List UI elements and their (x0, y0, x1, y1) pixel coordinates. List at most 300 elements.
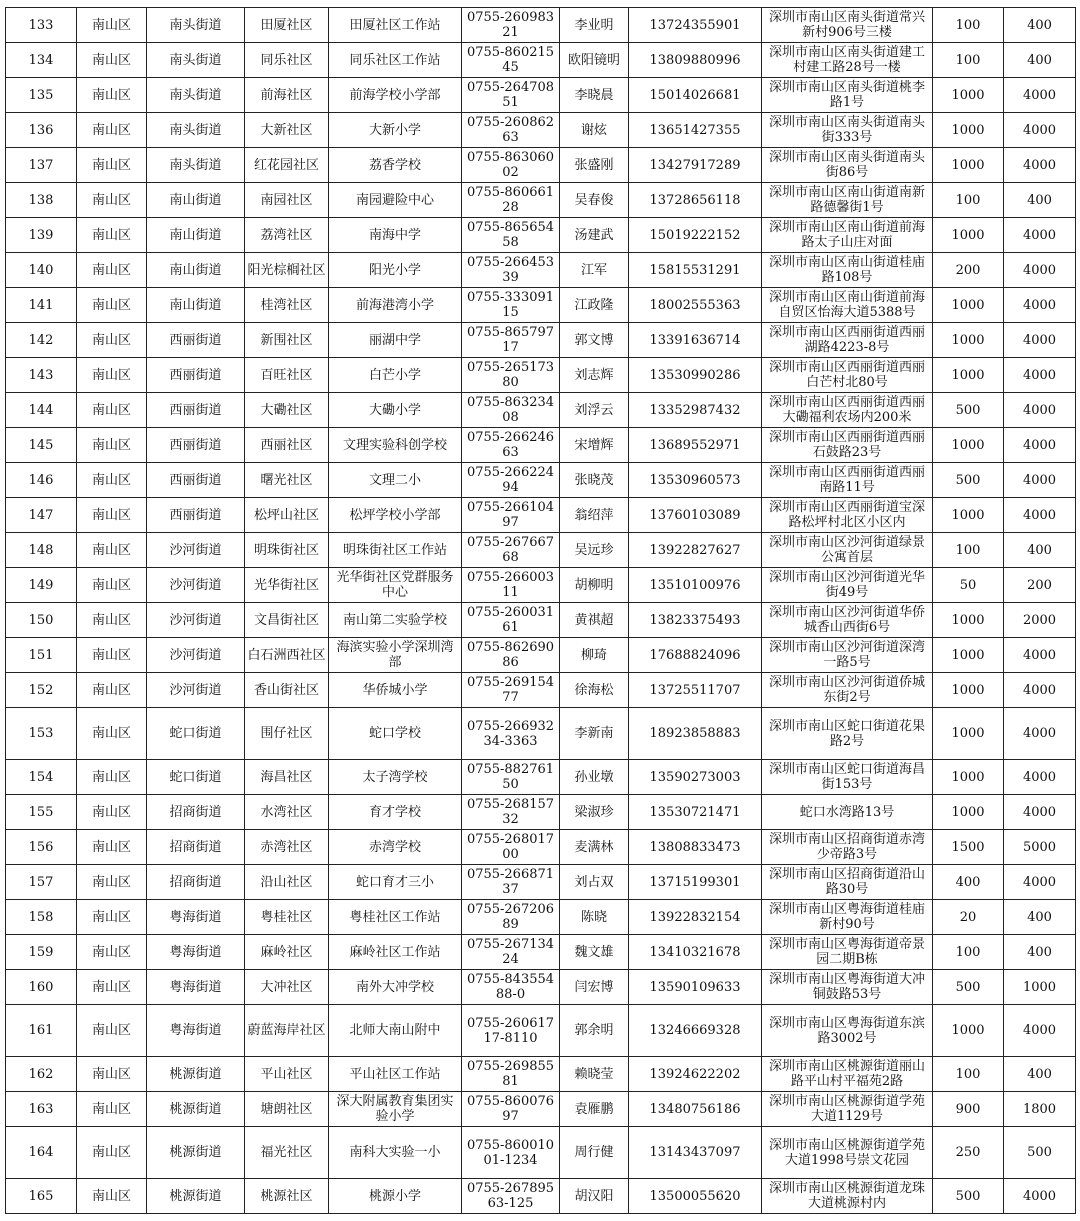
street-cell: 桃源街道 (147, 1179, 245, 1214)
phone-cell: 0755-26801700 (462, 830, 560, 865)
phone-cell: 0755-33309115 (462, 288, 560, 323)
district-cell: 南山区 (77, 463, 147, 498)
phone-cell: 0755-26645339 (462, 253, 560, 288)
area-cell: 4000 (1004, 393, 1076, 428)
phone-cell: 0755-26789563-125 (462, 1179, 560, 1214)
index-cell: 148 (6, 533, 77, 568)
district-cell: 南山区 (77, 795, 147, 830)
community-cell: 南园社区 (245, 183, 329, 218)
index-cell: 152 (6, 673, 77, 708)
district-cell: 南山区 (77, 1092, 147, 1127)
table-row (6, 113, 1076, 148)
street-cell: 南头街道 (147, 113, 245, 148)
phone-cell: 0755-26610497 (462, 498, 560, 533)
district-cell: 南山区 (77, 760, 147, 795)
index-cell: 158 (6, 900, 77, 935)
capacity-cell: 1000 (933, 795, 1004, 830)
site-cell: 北师大南山附中 (329, 1005, 462, 1057)
phone-cell: 0755-84355488-0 (462, 970, 560, 1005)
street-cell: 南头街道 (147, 148, 245, 183)
site-cell: 光华街社区党群服务中心 (329, 568, 462, 603)
contact-cell: 张晓茂 (560, 463, 629, 498)
street-cell: 沙河街道 (147, 638, 245, 673)
area-cell: 4000 (1004, 288, 1076, 323)
mobile-cell: 13590273003 (629, 760, 762, 795)
shelter-table (5, 7, 1076, 1214)
contact-cell: 孙业墩 (560, 760, 629, 795)
area-cell: 400 (1004, 8, 1076, 43)
capacity-cell: 250 (933, 1127, 1004, 1179)
area-cell: 2000 (1004, 603, 1076, 638)
site-cell: 南山第二实验学校 (329, 603, 462, 638)
street-cell: 南山街道 (147, 218, 245, 253)
site-cell: 蛇口学校 (329, 708, 462, 760)
index-cell: 150 (6, 603, 77, 638)
table-row (6, 218, 1076, 253)
community-cell: 文昌街社区 (245, 603, 329, 638)
contact-cell: 袁雁鹏 (560, 1092, 629, 1127)
table-row (6, 1092, 1076, 1127)
street-cell: 南山街道 (147, 288, 245, 323)
street-cell: 桃源街道 (147, 1057, 245, 1092)
index-cell: 155 (6, 795, 77, 830)
capacity-cell: 1500 (933, 830, 1004, 865)
table-row (6, 970, 1076, 1005)
address-cell: 深圳市南山区南头街道常兴新村906号三楼 (762, 8, 933, 43)
address-cell: 深圳市南山区桃源街道学苑大道1129号 (762, 1092, 933, 1127)
site-cell: 南海中学 (329, 218, 462, 253)
contact-cell: 张盛刚 (560, 148, 629, 183)
community-cell: 香山街社区 (245, 673, 329, 708)
district-cell: 南山区 (77, 865, 147, 900)
phone-cell: 0755-88276150 (462, 760, 560, 795)
capacity-cell: 1000 (933, 760, 1004, 795)
site-cell: 粤桂社区工作站 (329, 900, 462, 935)
capacity-cell: 500 (933, 1179, 1004, 1214)
contact-cell: 麦满林 (560, 830, 629, 865)
mobile-cell: 13391636714 (629, 323, 762, 358)
index-cell: 153 (6, 708, 77, 760)
community-cell: 麻岭社区 (245, 935, 329, 970)
district-cell: 南山区 (77, 358, 147, 393)
capacity-cell: 1000 (933, 603, 1004, 638)
capacity-cell: 900 (933, 1092, 1004, 1127)
address-cell: 深圳市南山区沙河街道绿景公寓首层 (762, 533, 933, 568)
street-cell: 西丽街道 (147, 393, 245, 428)
community-cell: 明珠街社区 (245, 533, 329, 568)
street-cell: 南山街道 (147, 183, 245, 218)
mobile-cell: 13530721471 (629, 795, 762, 830)
district-cell: 南山区 (77, 1005, 147, 1057)
index-cell: 154 (6, 760, 77, 795)
index-cell: 137 (6, 148, 77, 183)
address-cell: 深圳市南山区粤海街道东滨路3002号 (762, 1005, 933, 1057)
index-cell: 136 (6, 113, 77, 148)
table-row (6, 638, 1076, 673)
mobile-cell: 13530960573 (629, 463, 762, 498)
table-row (6, 568, 1076, 603)
contact-cell: 汤建武 (560, 218, 629, 253)
district-cell: 南山区 (77, 1127, 147, 1179)
phone-cell: 0755-26003161 (462, 603, 560, 638)
street-cell: 招商街道 (147, 830, 245, 865)
street-cell: 招商街道 (147, 795, 245, 830)
index-cell: 134 (6, 43, 77, 78)
contact-cell: 梁淑珍 (560, 795, 629, 830)
table-row (6, 708, 1076, 760)
mobile-cell: 13760103089 (629, 498, 762, 533)
street-cell: 沙河街道 (147, 568, 245, 603)
mobile-cell: 13590109633 (629, 970, 762, 1005)
table-row (6, 288, 1076, 323)
capacity-cell: 1000 (933, 78, 1004, 113)
mobile-cell: 13823375493 (629, 603, 762, 638)
mobile-cell: 18002555363 (629, 288, 762, 323)
table-row (6, 760, 1076, 795)
phone-cell: 0755-86021545 (462, 43, 560, 78)
site-cell: 明珠街社区工作站 (329, 533, 462, 568)
phone-cell: 0755-26600311 (462, 568, 560, 603)
index-cell: 135 (6, 78, 77, 113)
index-cell: 138 (6, 183, 77, 218)
district-cell: 南山区 (77, 638, 147, 673)
table-row (6, 8, 1076, 43)
street-cell: 沙河街道 (147, 533, 245, 568)
phone-cell: 0755-26061717-8110 (462, 1005, 560, 1057)
phone-cell: 0755-86565458 (462, 218, 560, 253)
district-cell: 南山区 (77, 498, 147, 533)
index-cell: 140 (6, 253, 77, 288)
community-cell: 粤桂社区 (245, 900, 329, 935)
district-cell: 南山区 (77, 183, 147, 218)
mobile-cell: 13922832154 (629, 900, 762, 935)
area-cell: 1800 (1004, 1092, 1076, 1127)
mobile-cell: 15019222152 (629, 218, 762, 253)
capacity-cell: 1000 (933, 288, 1004, 323)
address-cell: 深圳市南山区粤海街道大冲铜鼓路53号 (762, 970, 933, 1005)
community-cell: 前海社区 (245, 78, 329, 113)
district-cell: 南山区 (77, 708, 147, 760)
capacity-cell: 400 (933, 865, 1004, 900)
site-cell: 松坪学校小学部 (329, 498, 462, 533)
mobile-cell: 18923858883 (629, 708, 762, 760)
capacity-cell: 1000 (933, 428, 1004, 463)
street-cell: 西丽街道 (147, 428, 245, 463)
street-cell: 粤海街道 (147, 900, 245, 935)
area-cell: 4000 (1004, 1179, 1076, 1214)
contact-cell: 江政隆 (560, 288, 629, 323)
mobile-cell: 13510100976 (629, 568, 762, 603)
district-cell: 南山区 (77, 218, 147, 253)
address-cell: 深圳市南山区沙河街道华侨城香山西街6号 (762, 603, 933, 638)
table-row (6, 498, 1076, 533)
address-cell: 深圳市南山区西丽街道宝深路松坪村北区小区内 (762, 498, 933, 533)
street-cell: 南山街道 (147, 253, 245, 288)
site-cell: 赤湾学校 (329, 830, 462, 865)
address-cell: 深圳市南山区南山街道桂庙路108号 (762, 253, 933, 288)
district-cell: 南山区 (77, 323, 147, 358)
street-cell: 南头街道 (147, 8, 245, 43)
site-cell: 白芒小学 (329, 358, 462, 393)
table-row (6, 795, 1076, 830)
community-cell: 塘朗社区 (245, 1092, 329, 1127)
site-cell: 平山社区工作站 (329, 1057, 462, 1092)
community-cell: 西丽社区 (245, 428, 329, 463)
phone-cell: 0755-86066128 (462, 183, 560, 218)
area-cell: 400 (1004, 1057, 1076, 1092)
mobile-cell: 13808833473 (629, 830, 762, 865)
mobile-cell: 13809880996 (629, 43, 762, 78)
street-cell: 沙河街道 (147, 673, 245, 708)
area-cell: 4000 (1004, 253, 1076, 288)
district-cell: 南山区 (77, 970, 147, 1005)
capacity-cell: 100 (933, 43, 1004, 78)
table-row (6, 603, 1076, 638)
index-cell: 141 (6, 288, 77, 323)
community-cell: 福光社区 (245, 1127, 329, 1179)
phone-cell: 0755-86007697 (462, 1092, 560, 1127)
table-row (6, 358, 1076, 393)
street-cell: 桃源街道 (147, 1092, 245, 1127)
table-row (6, 78, 1076, 113)
address-cell: 深圳市南山区桃源街道学苑大道1998号崇文花园 (762, 1127, 933, 1179)
capacity-cell: 1000 (933, 708, 1004, 760)
address-cell: 深圳市南山区南头街道南头街333号 (762, 113, 933, 148)
area-cell: 4000 (1004, 78, 1076, 113)
area-cell: 4000 (1004, 760, 1076, 795)
contact-cell: 黄祺超 (560, 603, 629, 638)
community-cell: 赤湾社区 (245, 830, 329, 865)
phone-cell: 0755-26098321 (462, 8, 560, 43)
mobile-cell: 13724355901 (629, 8, 762, 43)
index-cell: 161 (6, 1005, 77, 1057)
mobile-cell: 13410321678 (629, 935, 762, 970)
community-cell: 荔湾社区 (245, 218, 329, 253)
capacity-cell: 1000 (933, 148, 1004, 183)
contact-cell: 翁绍萍 (560, 498, 629, 533)
capacity-cell: 1000 (933, 358, 1004, 393)
site-cell: 同乐社区工作站 (329, 43, 462, 78)
site-cell: 育才学校 (329, 795, 462, 830)
area-cell: 4000 (1004, 673, 1076, 708)
site-cell: 丽湖中学 (329, 323, 462, 358)
mobile-cell: 13715199301 (629, 865, 762, 900)
mobile-cell: 13427917289 (629, 148, 762, 183)
address-cell: 深圳市南山区西丽街道西丽南路11号 (762, 463, 933, 498)
mobile-cell: 15815531291 (629, 253, 762, 288)
district-cell: 南山区 (77, 43, 147, 78)
contact-cell: 徐海松 (560, 673, 629, 708)
address-cell: 深圳市南山区南山街道前海路太子山庄对面 (762, 218, 933, 253)
address-cell: 深圳市南山区粤海街道桂庙新村90号 (762, 900, 933, 935)
phone-cell: 0755-26720689 (462, 900, 560, 935)
capacity-cell: 100 (933, 533, 1004, 568)
mobile-cell: 13689552971 (629, 428, 762, 463)
district-cell: 南山区 (77, 253, 147, 288)
area-cell: 4000 (1004, 708, 1076, 760)
index-cell: 146 (6, 463, 77, 498)
address-cell: 深圳市南山区蛇口街道海昌街153号 (762, 760, 933, 795)
community-cell: 蔚蓝海岸社区 (245, 1005, 329, 1057)
area-cell: 4000 (1004, 148, 1076, 183)
area-cell: 400 (1004, 533, 1076, 568)
mobile-cell: 13651427355 (629, 113, 762, 148)
table-row (6, 673, 1076, 708)
street-cell: 南头街道 (147, 78, 245, 113)
street-cell: 招商街道 (147, 865, 245, 900)
address-cell: 深圳市南山区南头街道南头街86号 (762, 148, 933, 183)
area-cell: 4000 (1004, 113, 1076, 148)
district-cell: 南山区 (77, 8, 147, 43)
site-cell: 南园避险中心 (329, 183, 462, 218)
community-cell: 桂湾社区 (245, 288, 329, 323)
area-cell: 400 (1004, 183, 1076, 218)
site-cell: 荔香学校 (329, 148, 462, 183)
table-row (6, 935, 1076, 970)
mobile-cell: 13922827627 (629, 533, 762, 568)
address-cell: 深圳市南山区西丽街道西丽大磡福利农场内200米 (762, 393, 933, 428)
street-cell: 西丽街道 (147, 463, 245, 498)
address-cell: 深圳市南山区南头街道桃李路1号 (762, 78, 933, 113)
street-cell: 桃源街道 (147, 1127, 245, 1179)
phone-cell: 0755-26086263 (462, 113, 560, 148)
capacity-cell: 1000 (933, 218, 1004, 253)
index-cell: 144 (6, 393, 77, 428)
address-cell: 深圳市南山区西丽街道西丽白芒村北80号 (762, 358, 933, 393)
area-cell: 400 (1004, 935, 1076, 970)
street-cell: 蛇口街道 (147, 708, 245, 760)
street-cell: 粤海街道 (147, 935, 245, 970)
capacity-cell: 500 (933, 970, 1004, 1005)
street-cell: 粤海街道 (147, 1005, 245, 1057)
area-cell: 4000 (1004, 323, 1076, 358)
mobile-cell: 13500055620 (629, 1179, 762, 1214)
district-cell: 南山区 (77, 603, 147, 638)
community-cell: 松坪山社区 (245, 498, 329, 533)
index-cell: 165 (6, 1179, 77, 1214)
mobile-cell: 13246669328 (629, 1005, 762, 1057)
mobile-cell: 13143437097 (629, 1127, 762, 1179)
mobile-cell: 13352987432 (629, 393, 762, 428)
contact-cell: 欧阳镜明 (560, 43, 629, 78)
table-body (6, 8, 1076, 1214)
community-cell: 大新社区 (245, 113, 329, 148)
capacity-cell: 500 (933, 393, 1004, 428)
index-cell: 156 (6, 830, 77, 865)
table-row (6, 463, 1076, 498)
mobile-cell: 13480756186 (629, 1092, 762, 1127)
area-cell: 4000 (1004, 638, 1076, 673)
address-cell: 深圳市南山区西丽街道西丽湖路4223-8号 (762, 323, 933, 358)
table-row (6, 533, 1076, 568)
site-cell: 文理实验科创学校 (329, 428, 462, 463)
community-cell: 新围社区 (245, 323, 329, 358)
table-row (6, 393, 1076, 428)
index-cell: 145 (6, 428, 77, 463)
site-cell: 南外大冲学校 (329, 970, 462, 1005)
street-cell: 南头街道 (147, 43, 245, 78)
contact-cell: 宋增辉 (560, 428, 629, 463)
index-cell: 133 (6, 8, 77, 43)
contact-cell: 闫宏博 (560, 970, 629, 1005)
capacity-cell: 1000 (933, 113, 1004, 148)
area-cell: 4000 (1004, 795, 1076, 830)
address-cell: 深圳市南山区粤海街道帝景园二期B栋 (762, 935, 933, 970)
phone-cell: 0755-86323408 (462, 393, 560, 428)
address-cell: 深圳市南山区南山街道前海自贸区怡海大道5388号 (762, 288, 933, 323)
contact-cell: 赖晓莹 (560, 1057, 629, 1092)
index-cell: 139 (6, 218, 77, 253)
contact-cell: 吴春俊 (560, 183, 629, 218)
index-cell: 160 (6, 970, 77, 1005)
phone-cell: 0755-86001001-1234 (462, 1127, 560, 1179)
contact-cell: 陈晓 (560, 900, 629, 935)
area-cell: 500 (1004, 1127, 1076, 1179)
district-cell: 南山区 (77, 1179, 147, 1214)
site-cell: 海滨实验小学深圳湾部 (329, 638, 462, 673)
capacity-cell: 100 (933, 8, 1004, 43)
capacity-cell: 1000 (933, 1005, 1004, 1057)
phone-cell: 0755-26713424 (462, 935, 560, 970)
address-cell: 深圳市南山区沙河街道光华街49号 (762, 568, 933, 603)
phone-cell: 0755-26687137 (462, 865, 560, 900)
community-cell: 桃源社区 (245, 1179, 329, 1214)
index-cell: 147 (6, 498, 77, 533)
index-cell: 157 (6, 865, 77, 900)
phone-cell: 0755-26470851 (462, 78, 560, 113)
address-cell: 深圳市南山区桃源街道龙珠大道桃源村内 (762, 1179, 933, 1214)
table-row (6, 183, 1076, 218)
community-cell: 曙光社区 (245, 463, 329, 498)
area-cell: 4000 (1004, 865, 1076, 900)
area-cell: 400 (1004, 43, 1076, 78)
phone-cell: 0755-26693234-3363 (462, 708, 560, 760)
capacity-cell: 1000 (933, 498, 1004, 533)
table-row (6, 43, 1076, 78)
table-row (6, 1179, 1076, 1214)
contact-cell: 谢炫 (560, 113, 629, 148)
table-row (6, 1005, 1076, 1057)
district-cell: 南山区 (77, 533, 147, 568)
site-cell: 田厦社区工作站 (329, 8, 462, 43)
capacity-cell: 50 (933, 568, 1004, 603)
site-cell: 大磡小学 (329, 393, 462, 428)
site-cell: 南科大实验一小 (329, 1127, 462, 1179)
capacity-cell: 500 (933, 463, 1004, 498)
site-cell: 大新小学 (329, 113, 462, 148)
index-cell: 142 (6, 323, 77, 358)
address-cell: 深圳市南山区招商街道赤湾少帝路3号 (762, 830, 933, 865)
contact-cell: 郭文博 (560, 323, 629, 358)
contact-cell: 李新南 (560, 708, 629, 760)
table-row (6, 900, 1076, 935)
community-cell: 同乐社区 (245, 43, 329, 78)
district-cell: 南山区 (77, 78, 147, 113)
area-cell: 400 (1004, 900, 1076, 935)
site-cell: 蛇口育才三小 (329, 865, 462, 900)
site-cell: 前海学校小学部 (329, 78, 462, 113)
index-cell: 164 (6, 1127, 77, 1179)
street-cell: 西丽街道 (147, 498, 245, 533)
community-cell: 红花园社区 (245, 148, 329, 183)
district-cell: 南山区 (77, 113, 147, 148)
phone-cell: 0755-26622494 (462, 463, 560, 498)
contact-cell: 胡柳明 (560, 568, 629, 603)
capacity-cell: 200 (933, 253, 1004, 288)
district-cell: 南山区 (77, 393, 147, 428)
community-cell: 沿山社区 (245, 865, 329, 900)
area-cell: 200 (1004, 568, 1076, 603)
